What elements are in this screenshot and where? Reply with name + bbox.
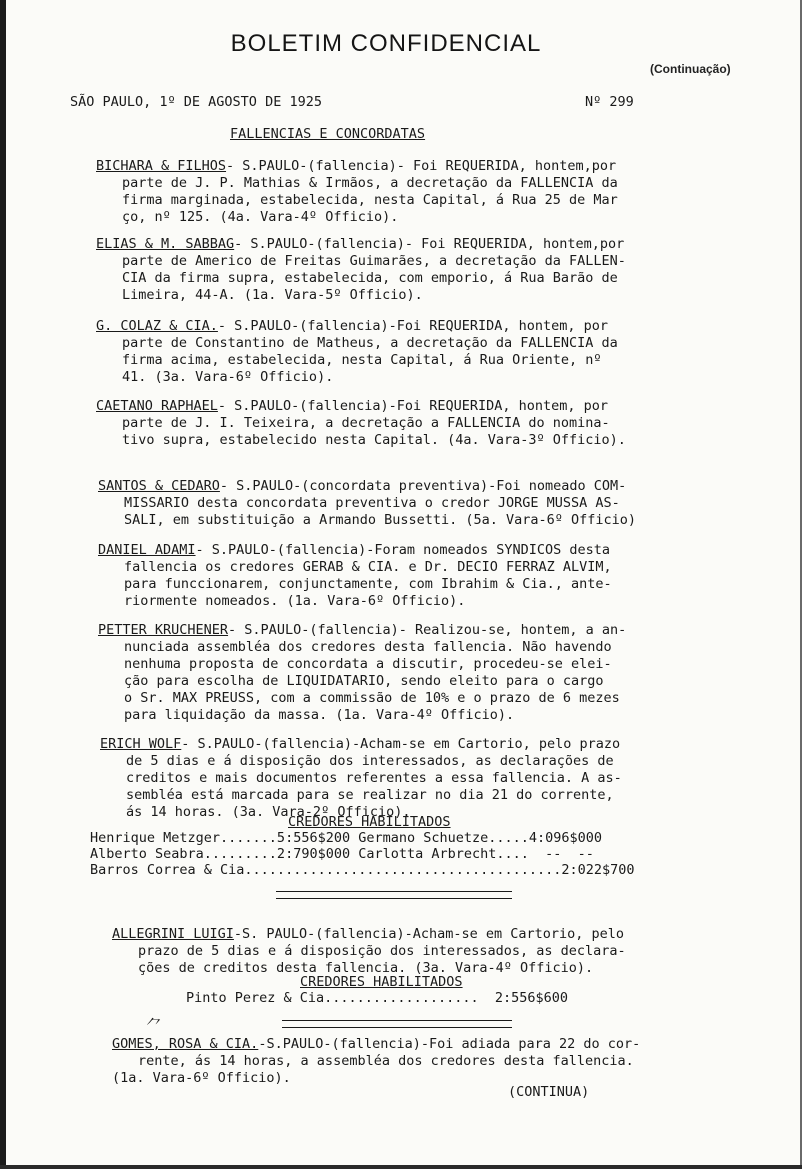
entry-line: para liquidação da massa. (1a. Vara-4º Officio). — [124, 707, 515, 723]
entry-line: parte de Constantino de Matheus, a decretação da FALLENCIA da — [122, 335, 618, 351]
entry-line: nunciada assembléa dos credores desta fallencia. Não havendo — [124, 639, 612, 655]
entry-line: 41. (3a. Vara-6º Officio). — [122, 369, 334, 385]
entry-line: (1a. Vara-6º Officio). — [112, 1070, 291, 1086]
entry-allegrini-luigi — [112, 926, 626, 977]
credor-row: Barros Correa & Cia.......................................2:022$700 — [90, 862, 635, 878]
divider-line — [282, 1027, 512, 1028]
entry-santos-cedaro — [98, 478, 636, 529]
entry-elias-sabbag — [96, 236, 626, 304]
continuation-label: (Continuação) — [650, 62, 731, 76]
entry-line: ço, nº 125. (4a. Vara-4º Officio). — [122, 209, 399, 225]
entry-line: firma acima, estabelecida, nesta Capital, á Rua Oriente, nº — [122, 352, 602, 368]
pen-mark-icon: ⺈ — [146, 1016, 163, 1035]
divider-line — [276, 891, 512, 892]
entry-line: ás 14 horas. (3a. Vara-2º Officio). — [126, 804, 411, 820]
entry-line: - S.PAULO-(fallencia)-Foi REQUERIDA, hontem, por — [217, 398, 609, 414]
entry-name: ELIAS & M. SABBAG — [96, 236, 235, 252]
entry-line: prazo de 5 dias e á disposição dos interessados, as declara- — [138, 943, 626, 959]
entry-name: GOMES, ROSA & CIA. — [112, 1036, 259, 1052]
divider-line — [282, 1020, 512, 1021]
entry-line: - S.PAULO-(fallencia)- Foi REQUERIDA, hontem,por — [234, 236, 625, 252]
entry-line: nenhuma proposta de concordata a discutir, procedeu-se elei- — [124, 656, 612, 672]
entry-name: ERICH WOLF — [100, 736, 182, 752]
entry-line: riormente nomeados. (1a. Vara-6º Officio). — [124, 593, 466, 609]
entry-line: - S.PAULO-(fallencia)-Foi REQUERIDA, hontem, por — [217, 318, 609, 334]
entry-name: CAETANO RAPHAEL — [96, 398, 218, 414]
entry-line: - S.PAULO-(fallencia)-Acham-se em Cartorio, pelo prazo — [181, 736, 621, 752]
entry-line: para funccionarem, conjunctamente, com Ibrahim & Cia., ante- — [124, 576, 612, 592]
entry-line: creditos e mais documentos referentes a essa fallencia. A as- — [126, 770, 622, 786]
entry-line: - S.PAULO-(fallencia)- Foi REQUERIDA, hontem,por — [226, 158, 617, 174]
dateline: SÃO PAULO, 1º DE AGOSTO DE 1925 — [70, 94, 322, 110]
credor-row: Alberto Seabra.........2:790$000 Carlotta Arbrecht.... -- -- — [90, 846, 594, 862]
bulletin-title: BOLETIM CONFIDENCIAL — [230, 30, 542, 57]
entry-line: MISSARIO desta concordata preventiva o credor JORGE MUSSA AS- — [124, 495, 620, 511]
entry-line: tivo supra, estabelecido nesta Capital. (4a. Vara-3º Officio). — [122, 432, 626, 448]
divider-line — [276, 898, 512, 899]
entry-line: parte de J. P. Mathias & Irmãos, a decretação da FALLENCIA da — [122, 175, 618, 191]
section-title: FALLENCIAS E CONCORDATAS — [230, 126, 426, 142]
entry-caetano-raphael — [96, 398, 626, 449]
entry-line: - S.PAULO-(concordata preventiva)-Foi nomeado COM- — [219, 478, 627, 494]
credores-habilitados-title: CREDORES HABILITADOS — [300, 974, 463, 990]
entry-line: rente, ás 14 horas, a assembléa dos credores desta fallencia. — [138, 1053, 634, 1069]
credores-table — [186, 990, 568, 1006]
entry-gomes-rosa — [112, 1036, 640, 1087]
entry-line: SALI, em substituição a Armando Bussetti. (5a. Vara-6º Officio) — [124, 512, 637, 528]
entry-daniel-adami — [98, 542, 612, 610]
entry-name: SANTOS & CEDARO — [98, 478, 220, 494]
entry-line: ção para escolha de LIQUIDATARIO, sendo eleito para o cargo — [124, 673, 604, 689]
bulletin-number: Nº 299 — [585, 94, 634, 110]
entry-line: sembléa está marcada para se realizar no dia 21 do corrente, — [126, 787, 614, 803]
entry-petter-kruchener — [98, 622, 626, 724]
entry-name: G. COLAZ & CIA. — [96, 318, 218, 334]
entry-line: parte de Americo de Freitas Guimarães, a decretação da FALLEN- — [122, 253, 626, 269]
entry-erich-wolf — [100, 736, 622, 821]
entry-name: BICHARA & FILHOS — [96, 158, 227, 174]
entry-name: DANIEL ADAMI — [98, 542, 196, 558]
entry-line: - S.PAULO-(fallencia)-Foram nomeados SYNDICOS desta — [195, 542, 611, 558]
continua-label: (CONTINUA) — [508, 1084, 590, 1100]
entry-bichara-filhos — [96, 158, 618, 226]
credores-table — [90, 830, 635, 878]
entry-colaz-cia — [96, 318, 618, 386]
entry-name: ALLEGRINI LUIGI — [112, 926, 234, 942]
entry-line: -S.PAULO-(fallencia)-Foi adiada para 22 do cor- — [258, 1036, 641, 1052]
entry-line: fallencia os credores GERAB & CIA. e Dr. DECIO FERRAZ ALVIM, — [124, 559, 612, 575]
entry-name: PETTER KRUCHENER — [98, 622, 229, 638]
page-edge-left — [0, 0, 6, 1169]
entry-line: o Sr. MAX PREUSS, com a commissão de 10% e o prazo de 6 mezes — [124, 690, 620, 706]
credores-habilitados-title: CREDORES HABILITADOS — [288, 814, 451, 830]
entry-line: de 5 dias e á disposição dos interessados, as declarações de — [126, 753, 614, 769]
credor-row: Henrique Metzger.......5:556$200 Germano Schuetze.....4:096$000 — [90, 830, 603, 846]
entry-line: CIA da firma supra, estabelecida, com emporio, á Rua Barão de — [122, 270, 618, 286]
entry-line: -S. PAULO-(fallencia)-Acham-se em Cartorio, pelo — [233, 926, 625, 942]
credor-row: Pinto Perez & Cia................... 2:556$600 — [186, 990, 569, 1006]
entry-line: - S.PAULO-(fallencia)- Realizou-se, hontem, a an- — [228, 622, 627, 638]
page-edge-bottom — [0, 1165, 802, 1169]
entry-line: ções de creditos desta fallencia. (3a. Vara-4º Officio). — [138, 960, 594, 976]
entry-line: Limeira, 44-A. (1a. Vara-5º Officio). — [122, 287, 423, 303]
entry-line: firma marginada, estabelecida, nesta Capital, á Rua 25 de Mar — [122, 192, 618, 208]
entry-line: parte de J. I. Teixeira, a decretação a FALLENCIA do nomina- — [122, 415, 610, 431]
